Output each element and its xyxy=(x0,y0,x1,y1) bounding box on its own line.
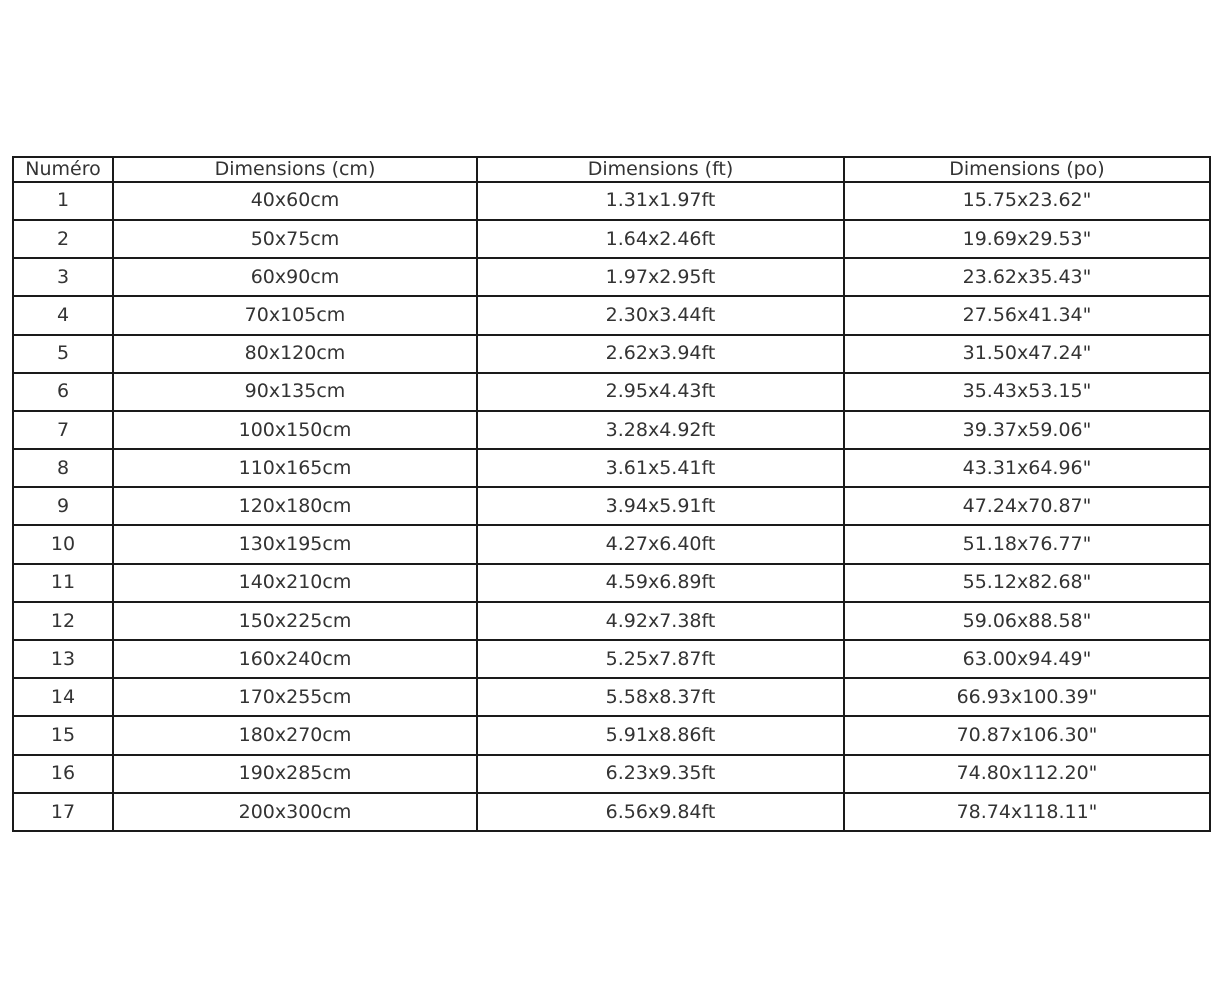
column-header: Dimensions (ft) xyxy=(477,157,844,182)
table-cell: 4.27x6.40ft xyxy=(477,525,844,563)
dimensions-table-container xyxy=(12,156,1211,832)
table-cell: 63.00x94.49" xyxy=(844,640,1210,678)
table-cell: 180x270cm xyxy=(113,716,477,754)
table-cell: 19.69x29.53" xyxy=(844,220,1210,258)
table-row xyxy=(13,487,1210,525)
table-row xyxy=(13,678,1210,716)
table-cell: 7 xyxy=(13,411,113,449)
table-cell: 5 xyxy=(13,335,113,373)
table-cell: 140x210cm xyxy=(113,564,477,602)
table-row xyxy=(13,640,1210,678)
table-cell: 5.25x7.87ft xyxy=(477,640,844,678)
table-cell: 3.61x5.41ft xyxy=(477,449,844,487)
table-header xyxy=(13,157,1210,182)
table-cell: 70x105cm xyxy=(113,296,477,334)
table-cell: 5.58x8.37ft xyxy=(477,678,844,716)
table-cell: 12 xyxy=(13,602,113,640)
table-cell: 4.59x6.89ft xyxy=(477,564,844,602)
table-cell: 1.64x2.46ft xyxy=(477,220,844,258)
table-cell: 2.62x3.94ft xyxy=(477,335,844,373)
table-cell: 23.62x35.43" xyxy=(844,258,1210,296)
table-cell: 130x195cm xyxy=(113,525,477,563)
table-row xyxy=(13,411,1210,449)
column-header: Dimensions (po) xyxy=(844,157,1210,182)
table-cell: 40x60cm xyxy=(113,182,477,220)
table-cell: 14 xyxy=(13,678,113,716)
table-cell: 1 xyxy=(13,182,113,220)
table-row xyxy=(13,182,1210,220)
table-row xyxy=(13,296,1210,334)
table-row xyxy=(13,793,1210,831)
table-cell: 15 xyxy=(13,716,113,754)
table-cell: 3.28x4.92ft xyxy=(477,411,844,449)
table-row xyxy=(13,716,1210,754)
table-cell: 15.75x23.62" xyxy=(844,182,1210,220)
table-cell: 90x135cm xyxy=(113,373,477,411)
table-cell: 60x90cm xyxy=(113,258,477,296)
table-row xyxy=(13,755,1210,793)
table-cell: 1.97x2.95ft xyxy=(477,258,844,296)
table-row xyxy=(13,564,1210,602)
table-cell: 190x285cm xyxy=(113,755,477,793)
table-cell: 6.56x9.84ft xyxy=(477,793,844,831)
table-cell: 16 xyxy=(13,755,113,793)
table-cell: 170x255cm xyxy=(113,678,477,716)
table-row xyxy=(13,220,1210,258)
table-cell: 70.87x106.30" xyxy=(844,716,1210,754)
table-cell: 2 xyxy=(13,220,113,258)
table-cell: 3.94x5.91ft xyxy=(477,487,844,525)
table-row xyxy=(13,449,1210,487)
column-header: Numéro xyxy=(13,157,113,182)
column-header: Dimensions (cm) xyxy=(113,157,477,182)
table-cell: 3 xyxy=(13,258,113,296)
table-cell: 51.18x76.77" xyxy=(844,525,1210,563)
table-cell: 50x75cm xyxy=(113,220,477,258)
table-body xyxy=(13,182,1210,831)
table-cell: 11 xyxy=(13,564,113,602)
table-cell: 5.91x8.86ft xyxy=(477,716,844,754)
table-cell: 6.23x9.35ft xyxy=(477,755,844,793)
table-cell: 150x225cm xyxy=(113,602,477,640)
table-cell: 100x150cm xyxy=(113,411,477,449)
table-cell: 160x240cm xyxy=(113,640,477,678)
table-cell: 35.43x53.15" xyxy=(844,373,1210,411)
table-row xyxy=(13,335,1210,373)
table-cell: 2.30x3.44ft xyxy=(477,296,844,334)
table-cell: 120x180cm xyxy=(113,487,477,525)
table-cell: 43.31x64.96" xyxy=(844,449,1210,487)
table-row xyxy=(13,373,1210,411)
table-cell: 9 xyxy=(13,487,113,525)
table-cell: 80x120cm xyxy=(113,335,477,373)
table-row xyxy=(13,258,1210,296)
table-header-row xyxy=(13,157,1210,182)
table-cell: 2.95x4.43ft xyxy=(477,373,844,411)
table-cell: 74.80x112.20" xyxy=(844,755,1210,793)
table-cell: 4.92x7.38ft xyxy=(477,602,844,640)
table-cell: 27.56x41.34" xyxy=(844,296,1210,334)
table-cell: 110x165cm xyxy=(113,449,477,487)
table-cell: 66.93x100.39" xyxy=(844,678,1210,716)
table-cell: 8 xyxy=(13,449,113,487)
table-cell: 13 xyxy=(13,640,113,678)
table-cell: 10 xyxy=(13,525,113,563)
table-cell: 6 xyxy=(13,373,113,411)
table-cell: 200x300cm xyxy=(113,793,477,831)
dimensions-conversion-table xyxy=(12,156,1211,832)
table-cell: 39.37x59.06" xyxy=(844,411,1210,449)
table-cell: 55.12x82.68" xyxy=(844,564,1210,602)
table-cell: 4 xyxy=(13,296,113,334)
table-cell: 1.31x1.97ft xyxy=(477,182,844,220)
table-cell: 17 xyxy=(13,793,113,831)
table-cell: 31.50x47.24" xyxy=(844,335,1210,373)
table-cell: 78.74x118.11" xyxy=(844,793,1210,831)
table-cell: 59.06x88.58" xyxy=(844,602,1210,640)
table-row xyxy=(13,602,1210,640)
table-row xyxy=(13,525,1210,563)
table-cell: 47.24x70.87" xyxy=(844,487,1210,525)
